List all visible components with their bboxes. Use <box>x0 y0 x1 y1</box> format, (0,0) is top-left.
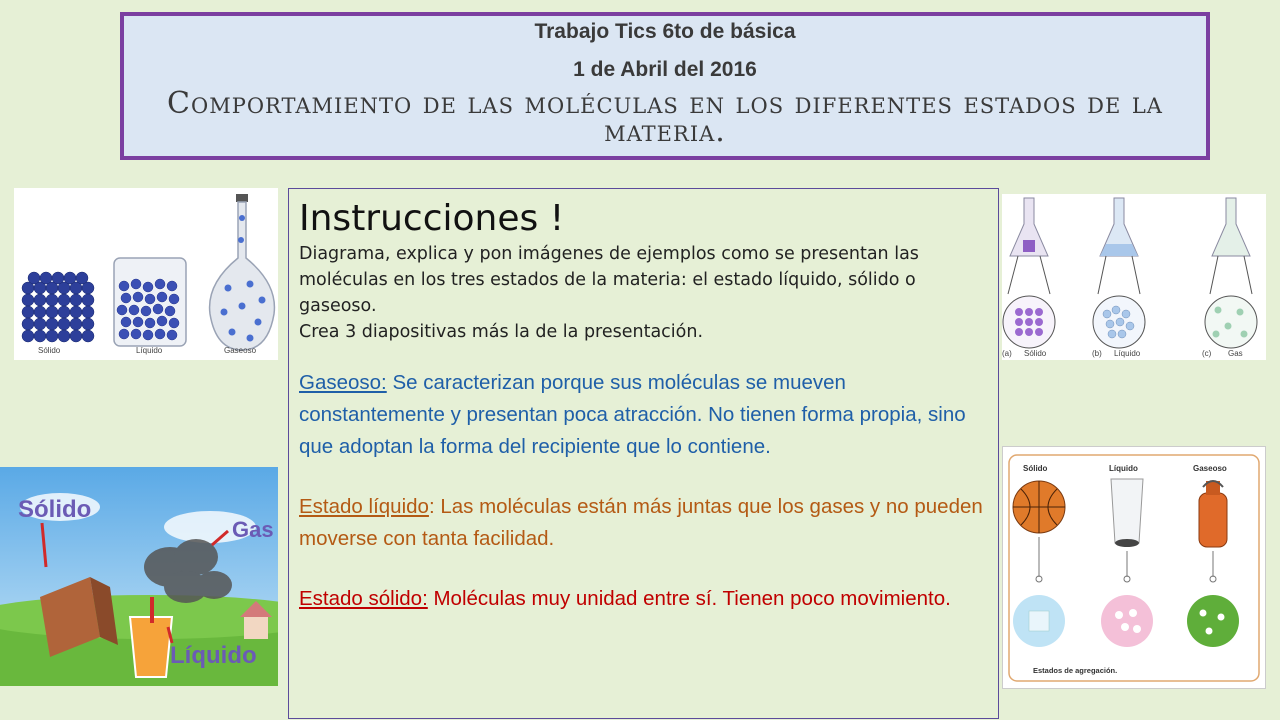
instructions-title: Instrucciones ! <box>299 198 565 239</box>
caption-gas: Gaseoso <box>224 346 257 355</box>
molecules-liquid <box>1101 595 1153 647</box>
solid-text: Moléculas muy unidad entre sí. Tienen poco movimiento. <box>427 587 951 610</box>
caption-b: (b) <box>1092 349 1102 358</box>
caption-c: (c) <box>1202 349 1212 358</box>
liquid-text: Las moléculas están más juntas que los gases y no pueden moverse con tanta facilidad. <box>299 495 983 550</box>
label-liquid: Líquido <box>170 642 257 669</box>
solid-label: Estado sólido: <box>299 587 428 610</box>
instructions-box <box>288 188 999 719</box>
gas-paragraph <box>299 367 988 463</box>
liquid-colon: : <box>428 495 435 518</box>
liquid-beaker-illustration <box>114 258 186 346</box>
header-box <box>120 12 1210 160</box>
flask-liquid <box>1093 198 1145 348</box>
instructions-body: Diagrama, explica y pon imágenes de ejemplos como se presentan las moléculas en los tres estados de la materia: el estado líquido, sólido o gaseoso. <box>299 244 919 316</box>
caption-solid-flask: Sólido <box>1024 349 1047 358</box>
glass-illustration <box>1111 479 1143 547</box>
liquid-label: Estado líquido <box>299 495 429 518</box>
molecules-gas <box>1187 595 1239 647</box>
states-aggregation-image <box>1002 446 1266 689</box>
liquid-paragraph <box>299 491 988 555</box>
gas-label: Gaseoso: <box>299 371 387 394</box>
states-particles-image <box>14 188 278 360</box>
molecules-solid <box>1013 595 1065 647</box>
flask-gas <box>1205 198 1257 348</box>
caption-solid: Sólido <box>38 346 61 355</box>
slide-title: Comportamiento de las moléculas en los diferentes estados de la materia. <box>167 86 1163 149</box>
label-solid: Sólido <box>18 496 92 523</box>
caption-a: (a) <box>1002 349 1012 358</box>
header-date: 1 de Abril del 2016 <box>573 58 757 81</box>
solid-cube-illustration <box>22 272 94 342</box>
agg-caption-liquid: Líquido <box>1109 464 1138 473</box>
gas-flask-illustration <box>210 194 275 350</box>
flask-solid <box>1003 198 1055 348</box>
gas-text: Se caracterizan porque sus moléculas se mueven constantemente y presentan poca atracción. No tienen forma propia, sino que adoptan la forma del recipiente que lo contiene. <box>299 371 966 458</box>
agg-caption-solid: Sólido <box>1023 464 1048 473</box>
caption-gas-flask: Gas <box>1228 349 1243 358</box>
agg-caption-gas: Gaseoso <box>1193 464 1227 473</box>
instructions-body-2: Crea 3 diapositivas más la de la presentación. <box>299 322 704 342</box>
header-course: Trabajo Tics 6to de básica <box>534 20 796 43</box>
solid-paragraph <box>299 583 988 615</box>
label-gas: Gas <box>232 517 274 542</box>
flasks-molecules-image <box>1002 194 1266 360</box>
caption-liquid-flask: Líquido <box>1114 349 1141 358</box>
caption-liquid: Líquido <box>136 346 163 355</box>
basketball-illustration <box>1013 481 1065 533</box>
states-cartoon-image <box>0 467 278 686</box>
agg-footer: Estados de agregación. <box>1033 666 1118 675</box>
